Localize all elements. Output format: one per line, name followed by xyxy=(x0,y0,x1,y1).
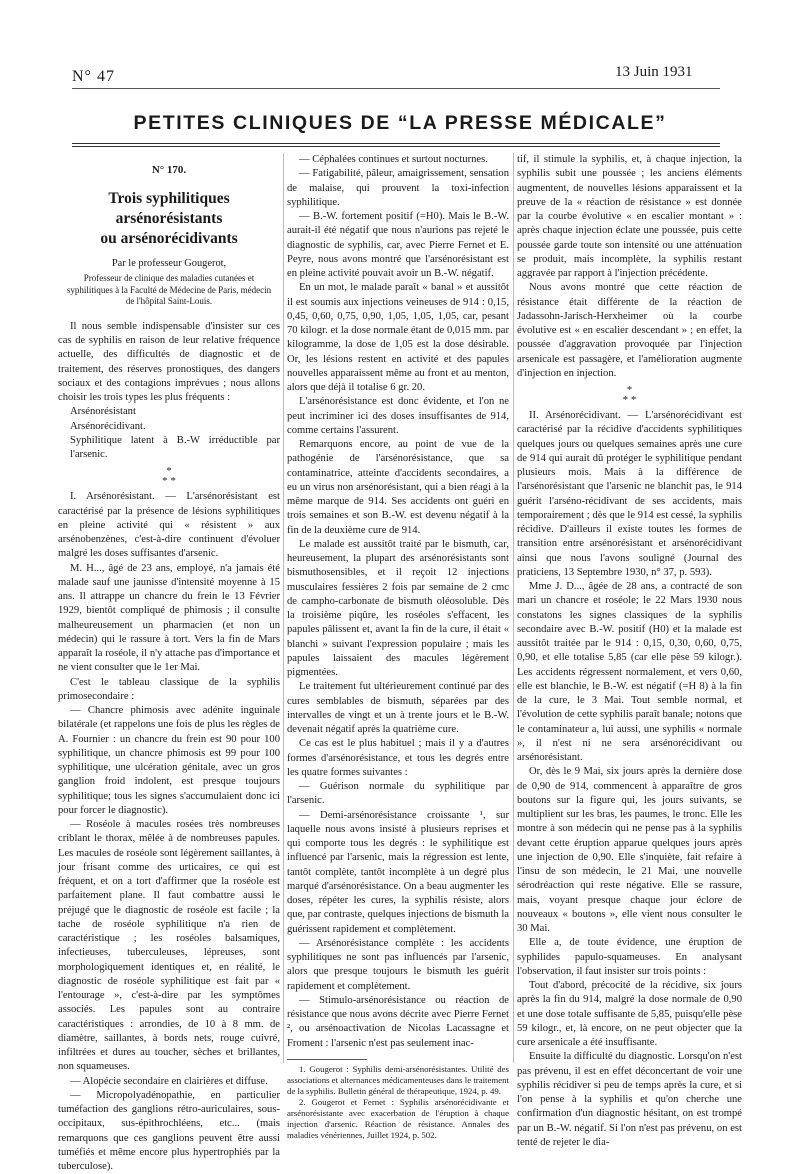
column-divider xyxy=(283,153,284,1063)
title-rule xyxy=(72,143,720,144)
paragraph: I. Arsénorésistant. — L'arsénorésistant est caractérisé par la présence de lésions syphilitiques en pleine activité qui « résistent » aux arsénobenzènes, c'est-à-dire continuent d'évoluer malgré les doses suffisantes d'arsenic. xyxy=(58,491,280,560)
paragraph: Ce cas est le plus habituel ; mais il y a d'autres formes d'arsénorésistance, et tous les degrés entre les quatre formes suivantes : xyxy=(287,738,509,778)
paragraph: Il nous semble indispensable d'insister sur ces cas de syphilis en raison de leur relative fréquence actuelle, des difficultés de diagnostic et de traitement, des réserves pronostiques, des dangers sociaux et des contagions imprévues ; nous allons choisir les trois types les plus fréquents : xyxy=(58,320,280,403)
issue-date: 13 Juin 1931 xyxy=(615,64,693,80)
article-author: Par le professeur Gougerot, xyxy=(111,258,227,270)
title-rule xyxy=(72,146,720,147)
paragraph: Elle a, de toute évidence, une éruption de syphilides papulo-squameuses. En analysant l'observation, il faut insister sur trois points : xyxy=(517,937,742,977)
paragraph: Le traitement fut ultérieurement continué par des cures semblables de bismuth, séparées par des intervalles de vingt et un à trente jours et le B.-W. devenait négatif après la quatrième cure. xyxy=(287,681,509,735)
list-item: Arsénorésistant xyxy=(70,406,136,418)
article-title-line: Trois syphilitiques xyxy=(108,190,230,208)
paragraph: — Roséole à macules rosées très nombreuses criblant le thorax, mêlée à de nombreuses papules. Les macules de roséole sont légèrement saillantes, à jour frisant comme des urticaires, ce qui est fréquent, et on a tort d'affirmer que la roséole est parfaitement plane. Il faut combattre aussi le préjugé que le diagnostic de roséole est facile ; la tache de roséole syphilitique n'a rien de caractéristique ; les roséoles balsamiques, infectieuses, tuberculeuses, lépreuses, sont morphologiquement identiques et, en réalité, le diagnostic de roséole syphilitique est fait par « l'entourage », c'est-à-dire par les symptômes associés. Les papules sont au contraire caractéristiques : arrondies, de 10 à 8 mm. de diamètre, saillantes, à bords nets, rouge cuivré, infiltrées et dures au toucher, sèches et brillantes, non squameuses. xyxy=(58,819,280,1073)
paragraph: — Chancre phimosis avec adénite inguinale bilatérale (et rappelons une fois de plus les règles de A. Fournier : un chancre du frein est 90 pour 100 syphilitique, un chancre phimosis est 99 pour 100 syphilitique, une ulcération génitale, avec un gros ganglion froid indolent, est presque toujours syphilitique; tous les signes s'accumulaient donc ici pour forcer le diagnostic). xyxy=(58,705,280,816)
paragraph: En un mot, le malade paraît « banal » et aussitôt il est soumis aux injections veineuses de 914 : 0,15, 0,45, 0,60, 0,75, 0,90, 1,05, 1,05, 1,05, car, pesant 70 kilogr. et la dose normale étant de 0,015 mm. par kilogramme, la dose de 1,05 est la dose désirable. Or, les lésions restent en activité et des papules nouvelles apparaissent même au front et au menton, alors que déjà il totalise 6 gr. 20. xyxy=(287,282,509,393)
article-number: N° 170. xyxy=(151,164,187,176)
footnote: 1. Gougerot : Syphilis demi-arsénorésistantes. Utilité des associations et alternances médicamenteuses dans le traitement de la syphilis. Bulletin général de thérapeutique, 1924, p. 49. xyxy=(287,1063,509,1096)
footnote-rule xyxy=(287,1059,367,1060)
paragraph: — Micropolyadénopathie, en particulier tuméfaction des ganglions rétro-auriculaires, sous-occipitaux, sus-épithrochléens, etc... (mais remarquons que ces ganglions peuvent être aussi tuméfiés et même encore plus hypertrophiés par la tuberculose). xyxy=(58,1089,280,1172)
paragraph: — Fatigabilité, pâleur, amaigrissement, sensation de malaise, qui prouvent la toxi-infection syphilitique. xyxy=(287,168,509,208)
paragraph: Le malade est aussitôt traité par le bismuth, car, heureusement, la plupart des arsénorésistants sont bismuthosensibles, et il reçoit 12 injections musculaires fessières 2 fois par semaine de 2 cmc de campho-carbonate de bismuth oléosoluble. Dès la troisième piqûre, les roséoles s'effacent, les papules pâlissent et, avant la fin de la cure, il était « blanchi » suivant l'expression populaire ; mais les papules laissaient des macules légèrement pigmentées. xyxy=(287,538,509,678)
section-separator: * * * xyxy=(622,384,637,406)
paragraph: M. H..., âgé de 23 ans, employé, n'a jamais été malade sauf une jaunisse d'intensité moyenne à 15 ans. Il attrappe un chancre du frein le 13 Février 1929, bientôt compliqué de phimosis ; il consulte malheureusement un pharmacien (et non un médecin) qui le rassure à tort. Vers la fin de Mars apparaît la roséole, il n'y attache pas d'importance et ne vient consulter que le 1er Mai. xyxy=(58,562,280,674)
issue-number: N° 47 xyxy=(72,68,115,85)
paragraph: Nous avons montré que cette réaction de résistance était différente de la réaction de Jadassohn-Jarisch-Herxheimer où la courbe évolutive est « en escalier descendant » ; en effet, la poussée d'aggravation provoquée par l'injection arsenicale est passagère, et l'amélioration augmente d'injection en injection. xyxy=(517,282,742,379)
paragraph: — Stimulo-arsénorésistance ou réaction de résistance que nous avons décrite avec Pierre Fernet ², ou arsénoactivation de Nicolas Lacassagne et Froment : l'arsenic n'est pas seulement inac- xyxy=(287,994,509,1049)
paragraph: C'est le tableau classique de la syphilis primosecondaire : xyxy=(58,676,280,702)
paragraph: — Guérison normale du syphilitique par l'arsenic. xyxy=(287,781,509,807)
paragraph: — B.-W. fortement positif (=H0). Mais le B.-W. aurait-il été négatif que nous n'aurions pas rejeté le diagnostic de syphilis, car, avec Pierre Fernet et E. Peyre, nous avons montré que l'arsénorésistant est en pleine activité pouvait avoir un B.-W. négatif. xyxy=(287,211,509,279)
paragraph: — Arsénorésistance complète : les accidents syphilitiques ne sont pas influencés par l'arsenic, alors que presque toujours le bismuth les guérit rapidement et complètement. xyxy=(287,937,509,992)
column-1 xyxy=(58,153,280,1174)
column-2 xyxy=(287,153,509,1141)
journal-section-title: PETITES CLINIQUES DE “LA PRESSE MÉDICALE” xyxy=(133,112,667,134)
author-affiliation: Professeur de clinique des maladies cutanées et syphilitiques à la Faculté de Médecine de Paris, médecin de l'hôpital Saint-Louis. xyxy=(66,273,272,307)
column-3 xyxy=(517,153,742,1150)
column-divider xyxy=(513,153,514,1063)
paragraph: L'arsénorésistance est donc évidente, et l'on ne peut incriminer ici des doses insuffisantes de 914, comme certains l'assurent. xyxy=(287,396,509,436)
article-title xyxy=(58,189,280,249)
paragraph: — Demi-arsénorésistance croissante ¹, sur laquelle nous avons insisté à plusieurs reprises et qui comporte tous les degrés : le syphilitique est influencé par l'arsenic, mais la régression est lente, tantôt complète, tantôt incomplète à un degré plus marqué d'arsénorésistance. On a beau augmenter les doses, répéter les cures, la syphilis résiste, alors que, par contraste, quelques injections de bismuth la guérissent rapidement et complètement. xyxy=(287,809,509,935)
article-title-line: arsénorésistants xyxy=(115,210,223,228)
paragraph: II. Arsénorécidivant. — L'arsénorécidivant est caractérisé par la récidive d'accidents syphilitiques quelques jours ou quelques semaines après une cure de 914 qui aurait dû protéger le syphilitique pendant plusieurs mois. Mais à la différence de l'arsénorésistant que l'arsenic ne blanchit pas, le 914 guérit l'arséno-récidivant de ses accidents, mais temporairement ; dès que le 914 est cessé, la syphilis récidive. D'ailleurs il existe toutes les formes de transition entre arsénorésistant et arsénorécidivant ainsi que nous l'avons souligné (Journal des praticiens, 13 Septembre 1930, n° 37, p. 593). xyxy=(517,410,742,578)
paragraph: Remarquons encore, au point de vue de la pathogénie de l'arsénorésistance, que sa contaminatrice, atteinte d'accidents secondaires, a eu un virus non arsénorésistant, qui a bien réagi à la même marque de 914. Ses accidents ont guéri en trois semaines et son B.-W. est devenu négatif à la fin de la deuxième cure de 914. xyxy=(287,439,509,536)
article-title-line: ou arsénorécidivants xyxy=(100,230,238,248)
list-item: Syphilitique latent à B.-W irréductible par l'arsenic. xyxy=(70,434,280,460)
footnote: 2. Gougerot et Fernet : Syphilis arsénorécidivante et arsénorésistante avec exacerbation de l'éruption à chaque injection d'arsenic. Réaction de résistance. Annales des maladies vénériennes, Juillet 1924, p. 502. xyxy=(287,1096,509,1140)
paragraph: Ensuite la difficulté du diagnostic. Lorsqu'on n'est pas prévenu, il est en effet déconcertant de voir une syphilis récidiver si peu de temps après la cure, et si l'on pense à la syphilis et qu'on cherche une confirmation d'un diagnostic hésitant, on est trompé par un B.-W. négatif. Si l'on n'est pas prévenu, on est tenté de rejeter le dia- xyxy=(517,1051,742,1148)
header-rule xyxy=(72,88,720,89)
section-separator: * * * xyxy=(162,465,176,488)
paragraph: Mme J. D..., âgée de 28 ans, a contracté de son mari un chancre et roséole; le 22 Mars 1930 nous constatons les signes classiques de la syphilis secondaire avec B.-W. positif (H0) et la malade est aussitôt traitée par le 914 : 0,15, 0,30, 0,60, 0,75, 0,90, et elle totalise 5,85 (car elle pèse 59 kilogr.). Les accidents régressent normalement, et vers 0,60, elle est blanchie, le B.-W. est négatif (=H 8) à la fin de la cure, le 3 Mai. Tout semble normal, et l'évolution de cette syphilis paraît banale; notons que le contaminateur a, lui aussi, une syphilis « normale », il n'est ni ne sera arsénorécidivant ou arsénorésistant. xyxy=(517,581,742,763)
paragraph: tif, il stimule la syphilis, et, à chaque injection, la syphilis subit une poussée ; les anciens éléments augmentent, de nouvelles lésions apparaissent et la preuve de la « réaction de résistance » est donnée par la courbe évolutive « en escalier montant » : après chaque injection éclate une poussée, puis cette poussée garde toute son intensité ou une atténuation se produit, mais incomplète, la syphilis restant aggravée par rapport à l'injection précédente. xyxy=(517,154,742,279)
paragraph: — Alopécie secondaire en clairières et diffuse. xyxy=(70,1075,268,1087)
paragraph: Or, dès le 9 Mai, six jours après la dernière dose de 0,90 de 914, commencent à apparaître de gros boutons sur la figure qui, les jours suivants, se multiplient sur les bras, les paumes, le tronc. Elle les montre à son médecin qui ne pense pas à la syphilis devant cette éruption apparue quelques jours après une injection de 0,90. Elle s'inquiète, fait refaire à l'insu de son médecin, le 21 Mai, une nouvelle sérodréaction qui reste négative. Elle se rassure, mais, voyant presque chaque jour éclore de nouveaux « boutons », elle vient nous consulter le 30 Mai. xyxy=(517,766,742,934)
list-item: Arsénorécidivant. xyxy=(70,420,146,432)
paragraph: — Céphalées continues et surtout nocturnes. xyxy=(299,154,488,165)
paragraph: Tout d'abord, précocité de la récidive, six jours après la fin du 914, malgré la dose normale de 0,90 et une dose totale suffisante de 5,85, puisqu'elle pèse 59 kilogr., et, là encore, on ne peut objecter que la cure arsenicale a été insuffisante. xyxy=(517,980,742,1048)
